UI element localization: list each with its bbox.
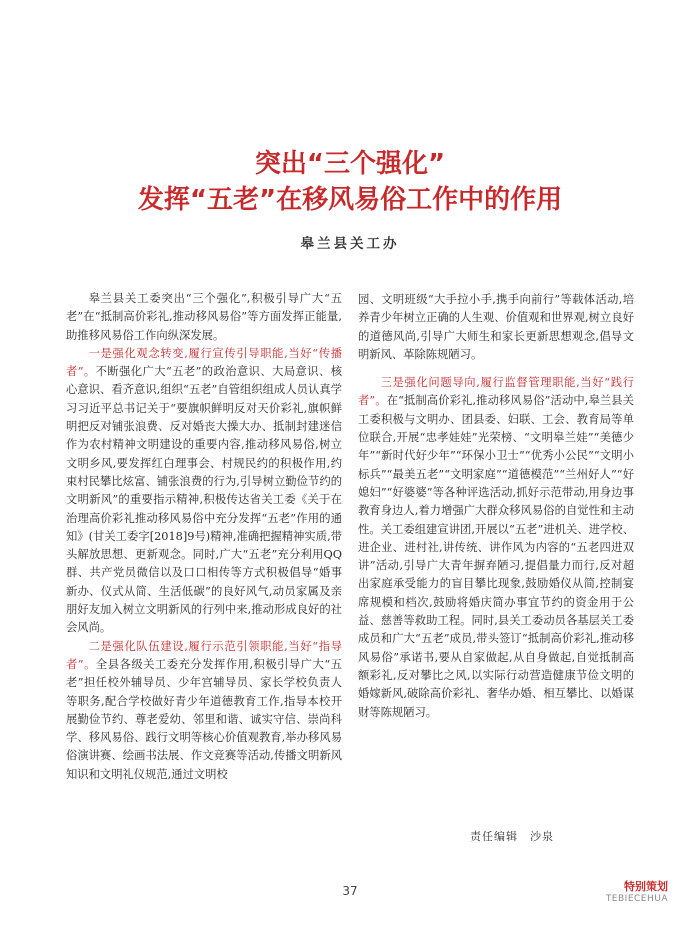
section-two-continuation: 园、文明班级“大手拉小手,携手向前行”等载体活动,培养青少年树立正确的人生观、价值观和世界观,树立良好的道德风尚,引导广大师生和家长更新思想观念,倡导文明新风、革除陈规陋习。 <box>358 293 634 361</box>
section-three-paragraph <box>358 374 634 722</box>
responsible-editor: 责任编辑 沙泉 <box>470 830 554 843</box>
section-two-body: 全县各级关工委充分发挥作用,积极引导广大“五老”担任校外辅导员、少年宫辅导员、家长学校负责人等职务,配合学校做好青少年道德教育工作,指导本校开展勤俭节约、尊老爱幼、邻里和谐、诚实守信、崇尚科学、移风易俗、践行文明等核心价值观教育,举办移风易俗演讲赛、绘画书法展、作文竞赛等活动,传播文明新风知识和文明礼仪规范,通过文明校 <box>66 657 343 781</box>
section-label-en: TEBIECEHUA <box>605 894 668 904</box>
section-two-heading: 二是强化队伍建设,履行示范引领职能,当好“指导者”。 <box>66 639 342 671</box>
title-line-1: 突出“三个强化” <box>254 149 446 179</box>
section-one-heading: 一是强化观念转变,履行宣传引导职能,当好“传播者”。 <box>66 346 342 379</box>
section-one-paragraph <box>66 345 342 638</box>
section-three-heading: 三是强化问题导向,履行监督管理职能,当好“践行者”。 <box>358 376 634 408</box>
title-line-2: 发挥“五老”在移风易俗工作中的作用 <box>137 185 563 215</box>
section-two-paragraph <box>66 638 342 784</box>
section-label <box>548 878 668 904</box>
article-title <box>0 146 700 218</box>
section-one-body: 不断强化广大“五老”的政治意识、大局意识、核心意识、看齐意识,组织“五老”自管组织组成人员认真学习习近平总书记关于“要旗帜鲜明反对天价彩礼,旗帜鲜明把反对铺张浪费、反对婚丧大操大办、抵制封建迷信作为农村精神文明建设的重要内容,推动移风易俗,树立文明乡风,要发挥红白理事会、村规民约的积极作用,约束村民攀比炫富、铺张浪费的行为,引导树立勤俭节约的文明新风”的重要指示精神,积极传达省关工委《关于在治理高价彩礼推动移风易俗中充分发挥“五老”作用的通知》(甘关工委字[2018]9号)精神,准确把握精神实质,带头解放思想、更新观念。同时,广大“五老”充分利用QQ群、共产党员微信以及口口相传等方式积极倡导“婚事新办、仪式从简、生活低碳”的良好风气,动员家属及亲朋好友加入树立文明新风的行列中来,推动形成良好的社会风尚。 <box>66 365 342 635</box>
section-three-body: 在“抵制高价彩礼,推动移风易俗”活动中,皋兰县关工委积极与文明办、团县委、妇联、工会、教育局等单位联合,开展“忠孝娃娃”光荣榜、“文明皋兰娃”“美德少年”“新时代好少年”“环保小卫士”“优秀小公民”“文明小标兵”“最美五老”“文明家庭”“道德模范”“兰州好人”“好媳妇”“好婆婆”等各种评选活动,抓好示范带动,用身边事教育身边人,着力增强广大群众移风易俗的自觉性和主动性。关工委组建宣讲团,开展以“五老”进机关、进学校、进企业、进村社,讲传统、讲作风为内容的“五老四进双讲”活动,引导广大青年摒弃陋习,提倡量力而行,反对超出家庭承受能力的盲目攀比现象,鼓励婚仪从简,控制宴席规模和档次,鼓励将婚庆简办事宜节约的资金用于公益、慈善等救助工程。同时,县关工委动员各基层关工委成员和广大“五老”成员,带头签订“抵制高价彩礼,推动移风易俗”承诺书,要从自家做起,从自身做起,自觉抵制高额彩礼,反对攀比之风,以实际行动营造健康节俭文明的婚嫁新风,破除高价彩礼、奢华办婚、相互攀比、以婚谋财等陈规陋习。 <box>358 394 634 719</box>
intro-paragraph: 皋兰县关工委突出“三个强化”,积极引导广大“五老”在“抵制高价彩礼,推动移风易俗”等方面发挥正能量,助推移风易俗工作向纵深发展。 <box>66 292 342 342</box>
right-column <box>358 291 634 722</box>
left-column <box>66 290 342 784</box>
author-byline: 皋兰县关工办 <box>300 236 400 252</box>
page-number: 37 <box>342 884 358 898</box>
section-label-cn: 特别策划 <box>624 880 668 893</box>
